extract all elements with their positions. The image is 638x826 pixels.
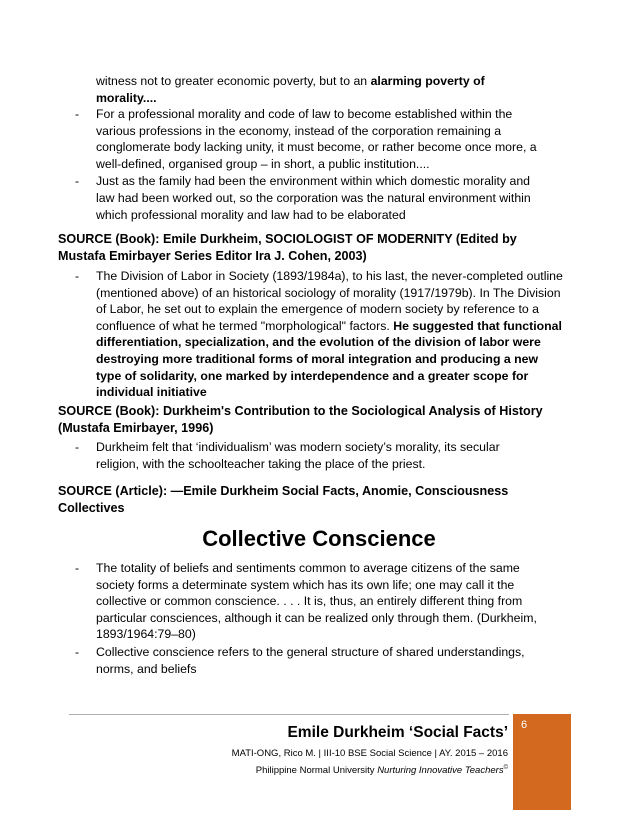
footer-title: Emile Durkheim ‘Social Facts’ [287,724,508,741]
copyright-mark: © [503,765,508,771]
list-item [58,644,546,677]
bullet-dash: - [75,561,80,575]
bullet-bold-text: He suggested that functional differentiation, specialization, and the evolution of the division of labor were destroying more traditional forms of moral integration and producing a new type of solidarity, one marked by interdependence and a greater scope for individual initiative [96,318,562,400]
list-item [58,560,546,643]
section-title: Collective Conscience [202,526,436,551]
footer-institution: Philippine Normal University [255,765,378,777]
page-footer [232,718,508,778]
page-number-box [513,714,571,810]
bullet-dash: - [75,440,80,454]
bullet-text: The Division of Labor in Society (1893/1984a), to his last, the never-completed outline (mentioned above) of an historical sociology of morality (1917/1979b). In The Division of Labor, he set out to explain the emergence of modern society by reference to a confluence of what he termed "morphological" factors. [96,269,563,333]
list-item [58,106,546,172]
top-bullet-list [58,106,546,223]
bullet-dash: - [75,644,80,659]
source-2-bullet-list [58,439,546,472]
source-1-bullet-list [58,268,563,401]
footer-author-line: MATI-ONG, Rico M. | III-10 BSE Social Science | AY. 2015 – 2016 [231,748,508,759]
continuation-bold: alarming poverty of morality.... [96,74,485,105]
list-item [58,173,546,223]
footer-institution-line [232,761,508,778]
bullet-dash: - [75,174,80,189]
section-bullet-list [58,560,546,677]
continuation-text: witness not to greater economic poverty, but to an [96,74,371,88]
continuation-paragraph [96,73,546,106]
footer-motto: Nurturing Innovative Teachers [377,765,504,777]
list-item [58,268,563,401]
source-heading-3: SOURCE (Article): ―Emile Durkheim Social Facts, Anomie, Consciousness Collectives [58,484,509,515]
bullet-text: Collective conscience refers to the general structure of shared understandings, norms, and beliefs [96,644,525,676]
bullet-dash: - [75,107,80,121]
bullet-text: Durkheim felt that ‘individualism’ was modern society’s morality, its secular religion, with the schoolteacher taking the place of the priest. [96,440,500,471]
source-heading-2: SOURCE (Book): Durkheim's Contribution to the Sociological Analysis of History (Mustafa Emirbayer, 1996) [58,404,543,435]
bullet-text: Just as the family had been the environment within which domestic morality and law had been worked out, so the corporation was the natural environment within which professional morality and law had to be elaborated [96,174,531,222]
bullet-dash: - [75,269,80,283]
list-item [58,439,546,472]
bullet-text: The totality of beliefs and sentiments common to average citizens of the same society forms a determinate system which has its own life; one may call it the collective or common conscience. . . . It is, thus, an entirely different thing from particular consciences, although it can be realized only through them. (Durkheim, 1893/1964:79–80) [96,561,537,642]
bullet-text: For a professional morality and code of law to become established within the various professions in the economy, instead of the corporation remaining a conglomerate body lacking unity, it must become, or rather become once more, a well-defined, organised group – in short, a public institution.... [96,107,537,171]
page-number: 6 [521,719,528,731]
footer-divider [69,714,509,715]
source-heading-1: SOURCE (Book): Emile Durkheim, SOCIOLOGIST OF MODERNITY (Edited by Mustafa Emirbayer Series Editor Ira J. Cohen, 2003) [58,232,517,263]
